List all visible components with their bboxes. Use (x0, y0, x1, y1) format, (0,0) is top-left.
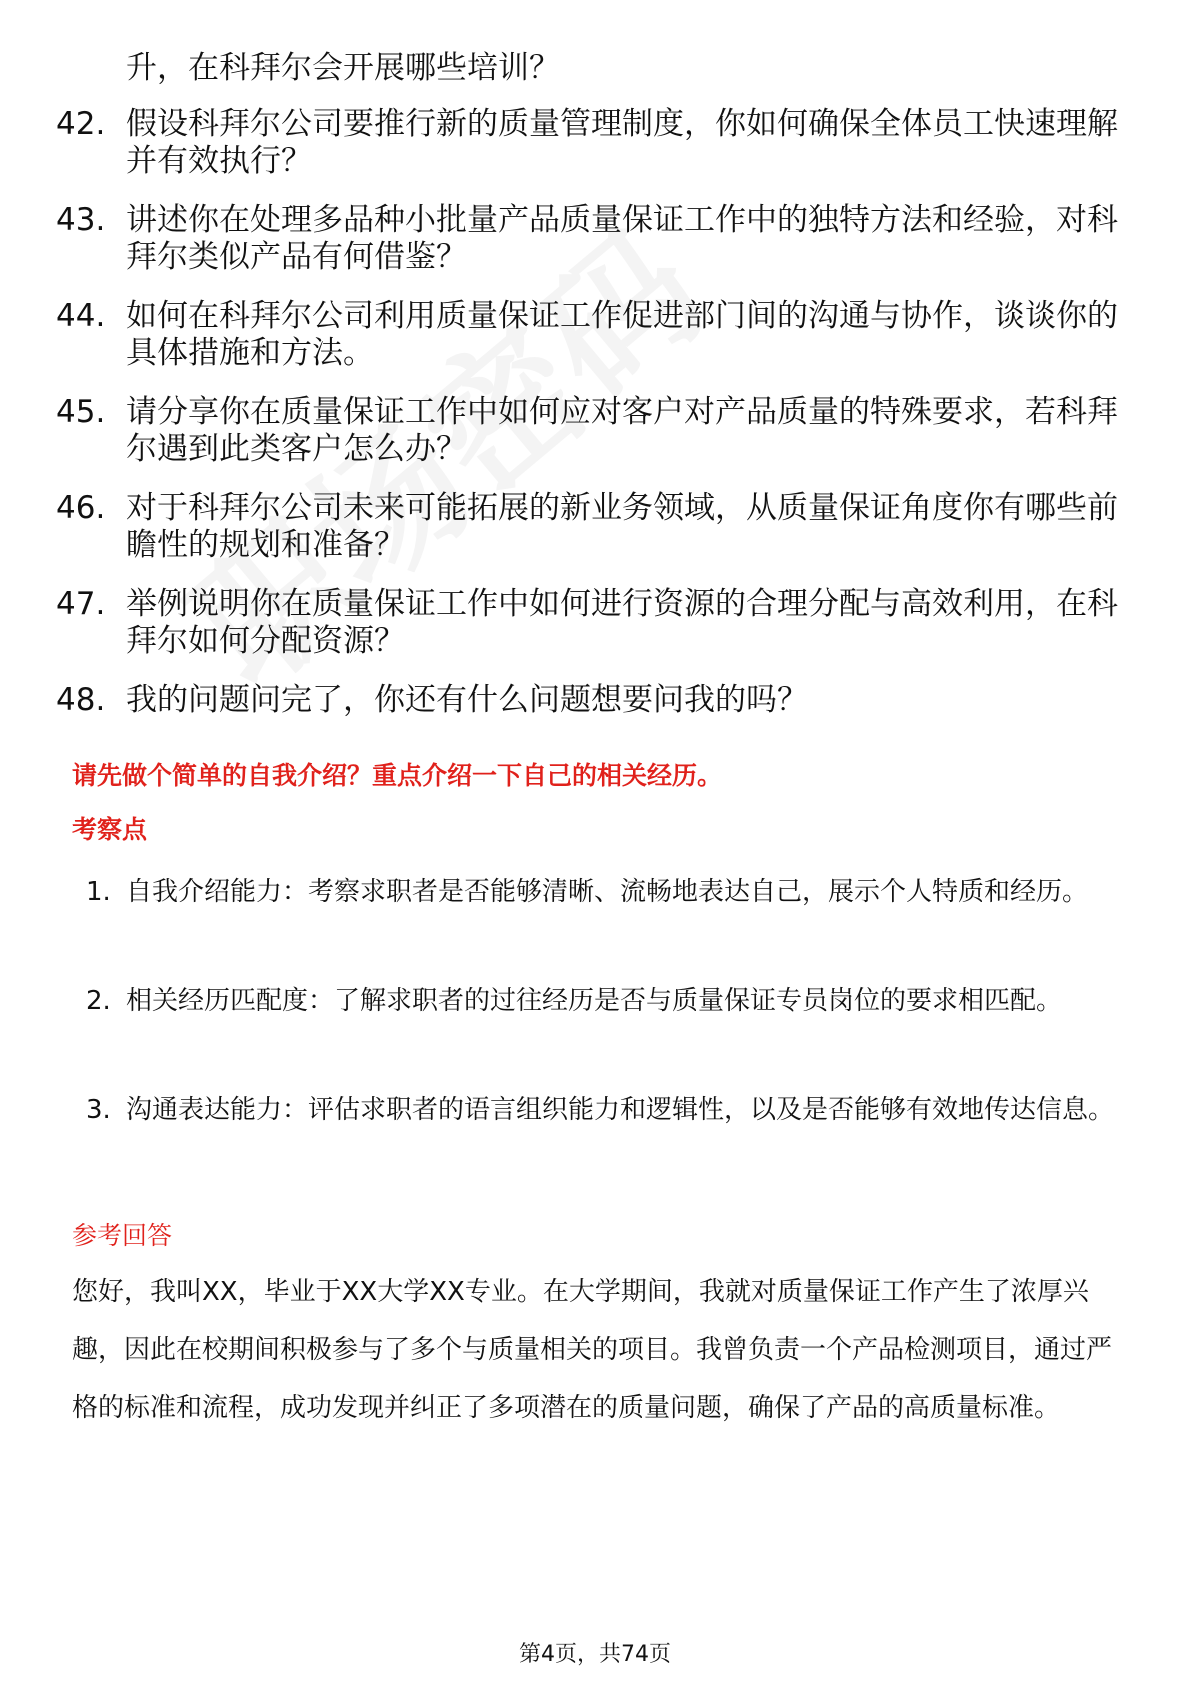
question-text: 假设科拜尔公司要推行新的质量管理制度，你如何确保全体员工快速理解并有效执行？ (126, 106, 1118, 179)
points-heading: 考察点 (72, 815, 148, 844)
list-number: 1. (86, 877, 111, 907)
list-number: 2. (86, 986, 111, 1016)
question-number: 46. (56, 490, 106, 526)
question-text: 讲述你在处理多品种小批量产品质量保证工作中的独特方法和经验，对科拜尔类似产品有何借鉴？ (126, 202, 1118, 275)
question-number: 42. (56, 106, 106, 142)
question-text: 举例说明你在质量保证工作中如何进行资源的合理分配与高效利用，在科拜尔如何分配资源？ (126, 586, 1118, 659)
question-text: 如何在科拜尔公司利用质量保证工作促进部门间的沟通与协作，谈谈你的具体措施和方法。 (126, 298, 1118, 371)
page-footer: 第4页，共74页 (519, 1642, 671, 1667)
question-text: 我的问题问完了，你还有什么问题想要问我的吗？ (126, 682, 808, 718)
continuation-text: 升，在科拜尔会开展哪些培训？ (126, 50, 560, 86)
list-text: 自我介绍能力：考察求职者是否能够清晰、流畅地表达自己，展示个人特质和经历。 (126, 877, 1089, 907)
question-number: 43. (56, 202, 106, 238)
answer-heading: 参考回答 (72, 1221, 173, 1250)
list-text: 相关经历匹配度：了解求职者的过往经历是否与质量保证专员岗位的要求相匹配。 (126, 986, 1063, 1016)
question-number: 47. (56, 586, 106, 622)
list-text: 沟通表达能力：评估求职者的语言组织能力和逻辑性，以及是否能够有效地传达信息。 (126, 1095, 1115, 1125)
question-number: 44. (56, 298, 106, 334)
list-number: 3. (86, 1095, 111, 1125)
question-text: 请分享你在质量保证工作中如何应对客户对产品质量的特殊要求，若科拜尔遇到此类客户怎么办？ (126, 394, 1118, 467)
question-text: 对于科拜尔公司未来可能拓展的新业务领域，从质量保证角度你有哪些前瞻性的规划和准备？ (126, 490, 1118, 563)
question-number: 45. (56, 394, 106, 430)
section-title: 请先做个简单的自我介绍？重点介绍一下自己的相关经历。 (72, 761, 723, 790)
answer-paragraph: 您好，我叫XX，毕业于XX大学XX专业。在大学期间，我就对质量保证工作产生了浓厚兴趣，因此在校期间积极参与了多个与质量相关的项目。我曾负责一个产品检测项目，通过严格的标准和流程，成功发现并纠正了多项潜在的质量问题，确保了产品的高质量标准。 (72, 1277, 1113, 1423)
question-number: 48. (56, 682, 106, 718)
